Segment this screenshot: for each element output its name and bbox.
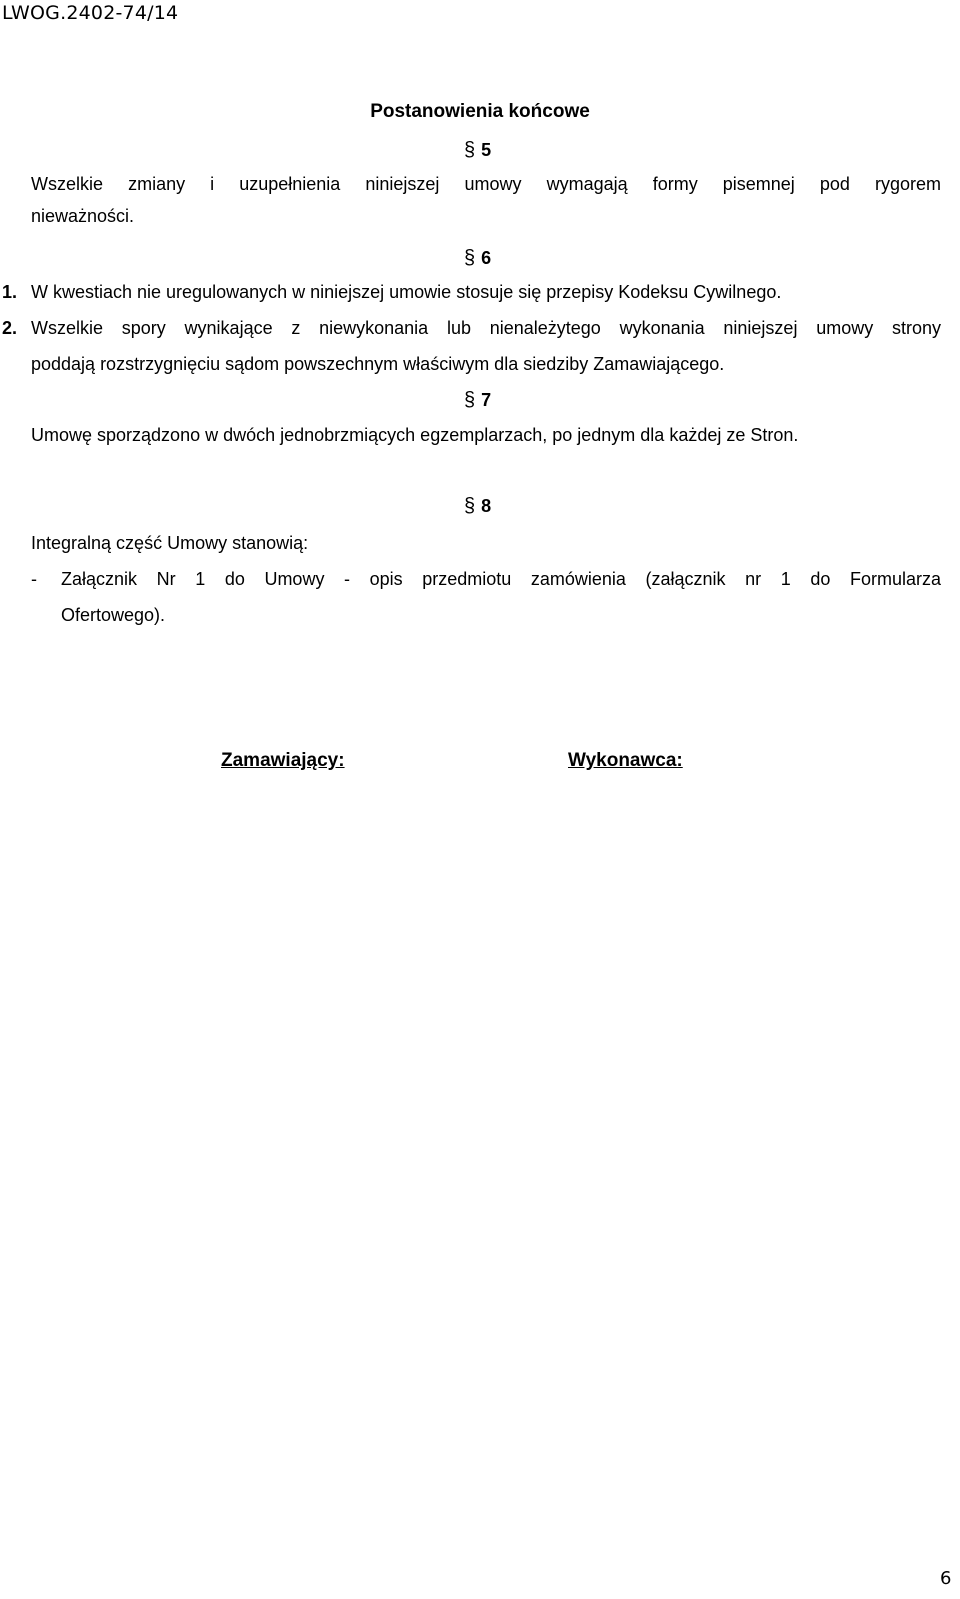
paragraph-number: 7 [481, 390, 492, 410]
paragraph-6-item-1-number: 1. [2, 282, 18, 302]
section-sign: § [464, 139, 476, 161]
signature-label-contractor: Wykonawca: [568, 750, 683, 771]
section-sign: § [464, 247, 476, 269]
paragraph-number: 8 [481, 496, 492, 516]
paragraph-8-marker [464, 494, 491, 518]
paragraph-6-marker [464, 246, 491, 270]
attachment-line-1: Załącznik Nr 1 do Umowy - opis przedmiotu zamówienia (załącznik nr 1 do Formularza [61, 569, 941, 589]
paragraph-number: 6 [481, 248, 492, 268]
page-number: 6 [940, 1568, 952, 1589]
paragraph-7-text: Umowę sporządzono w dwóch jednobrzmiących egzemplarzach, po jednym dla każdej ze Stron. [31, 425, 799, 445]
section-sign: § [464, 495, 476, 517]
signature-label-orderer: Zamawiający: [221, 750, 345, 771]
paragraph-5-marker [464, 138, 491, 162]
paragraph-8-intro: Integralną część Umowy stanowią: [31, 533, 309, 553]
paragraph-5-line-2: nieważności. [31, 206, 135, 226]
list-bullet: - [31, 569, 37, 589]
paragraph-6-item-1-text: W kwestiach nie uregulowanych w niniejszej umowie stosuje się przepisy Kodeksu Cywilnego. [31, 282, 782, 302]
section-sign: § [464, 389, 476, 411]
paragraph-number: 5 [481, 140, 492, 160]
paragraph-6-item-2-number: 2. [2, 318, 18, 338]
paragraph-6-item-2-line-2: poddają rozstrzygnięciu sądom powszechnym właściwym dla siedziby Zamawiającego. [31, 354, 725, 374]
document-reference: LWOG.2402-74/14 [2, 2, 179, 24]
paragraph-7-marker [464, 388, 491, 412]
paragraph-5-line-1: Wszelkie zmiany i uzupełnienia niniejszej umowy wymagają formy pisemnej pod rygorem [31, 174, 941, 194]
paragraph-6-item-2-line-1: Wszelkie spory wynikające z niewykonania lub nienależytego wykonania niniejszej umowy strony [31, 318, 941, 338]
attachment-line-2: Ofertowego). [61, 605, 166, 625]
section-heading: Postanowienia końcowe [370, 101, 590, 122]
